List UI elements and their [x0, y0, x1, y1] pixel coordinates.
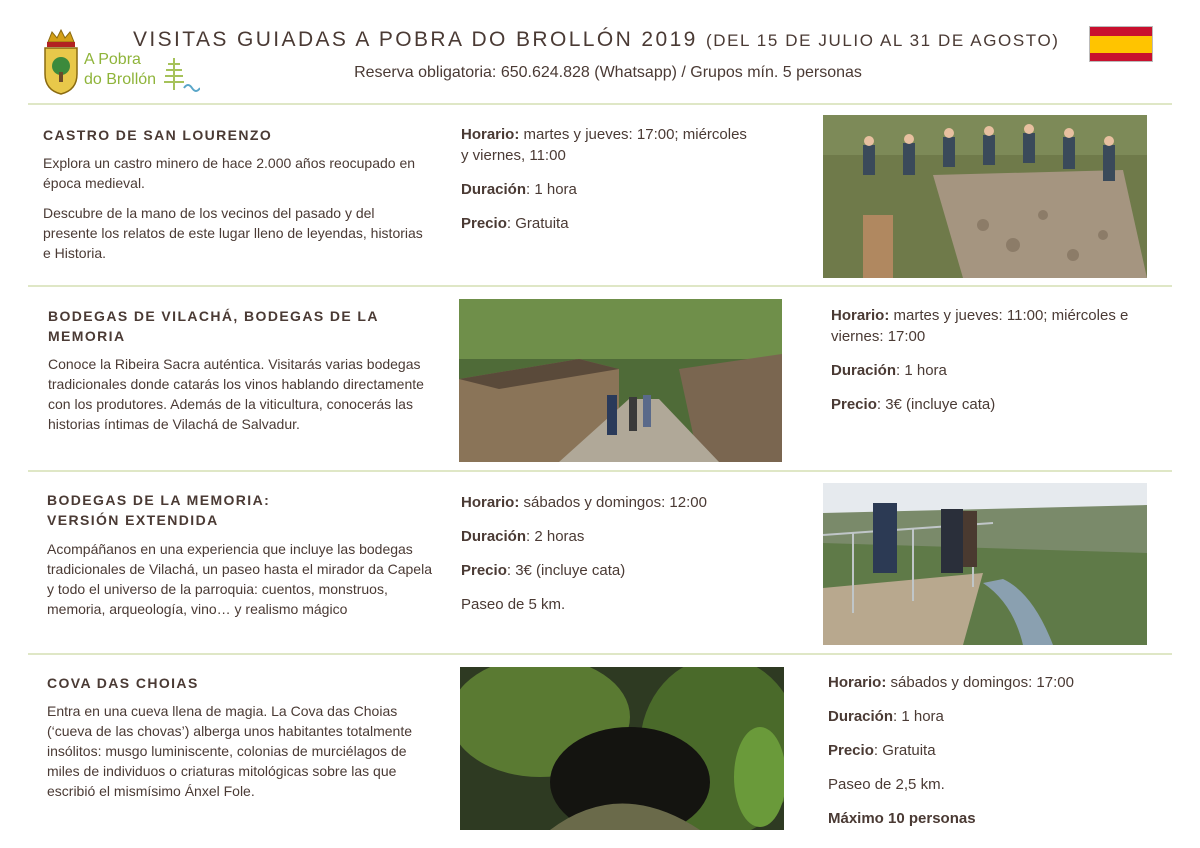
- price-value: : Gratuita: [873, 742, 936, 759]
- description-paragraph: Acompáñanos en una experiencia que incluye las bodegas tradicionales de Vilachá, un paseo hasta el mirador da Capela y todo el universo de la parroquia: cuentos, monstruos, memoria, arqueología, vino… y realismo mágico: [47, 541, 432, 617]
- duration-value: : 2 horas: [526, 528, 585, 545]
- page-title: [133, 28, 1060, 52]
- vilacha-photo: [459, 299, 782, 462]
- schedule-label: Horario:: [461, 126, 520, 143]
- duration-value: : 1 hora: [896, 362, 947, 379]
- price-value: : 3€ (incluye cata): [506, 562, 626, 579]
- divider: [28, 470, 1172, 472]
- duration-label: Duración: [461, 181, 527, 198]
- section-description: [48, 354, 433, 444]
- price-label: Precio: [828, 742, 874, 759]
- divider: [28, 285, 1172, 287]
- duration-line: [461, 179, 751, 200]
- schedule-line: [461, 492, 761, 513]
- duration-label: Duración: [831, 362, 897, 379]
- price-label: Precio: [461, 215, 507, 232]
- schedule-value: sábados y domingos: 17:00: [886, 674, 1074, 691]
- visit-info: [461, 492, 761, 628]
- schedule-line: [828, 672, 1138, 693]
- duration-line: [461, 526, 761, 547]
- description-paragraph: Entra en una cueva llena de magia. La Cova das Choias (‘cueva de las chovas’) alberga unos habitantes totalmente insólitos: musgo luminiscente, colonias de murciélagos de miles de individuos o criaturas mitológicas sobre las que escribió el mismísimo Ánxel Fole.: [47, 703, 412, 799]
- title-dates: (DEL 15 DE JULIO AL 31 DE AGOSTO): [705, 31, 1060, 50]
- price-line: [831, 394, 1131, 415]
- duration-value: : 1 hora: [526, 181, 577, 198]
- section-description: [47, 701, 437, 811]
- section-title: BODEGAS DE VILACHÁ, BODEGAS DE LA MEMORIA: [48, 308, 379, 344]
- section-title: [47, 490, 270, 530]
- section-title-line: BODEGAS DE LA MEMORIA:: [47, 492, 271, 508]
- spain-flag-icon[interactable]: [1089, 26, 1153, 62]
- divider: [28, 653, 1172, 655]
- cave-photo: [460, 667, 784, 830]
- title-main: VISITAS GUIADAS A POBRA DO BROLLÓN 2019: [133, 28, 698, 51]
- price-value: : 3€ (incluye cata): [876, 396, 996, 413]
- price-label: Precio: [831, 396, 877, 413]
- description-paragraph: Explora un castro minero de hace 2.000 años reocupado en época medieval.: [43, 155, 416, 191]
- section-title: COVA DAS CHOIAS: [47, 675, 199, 691]
- section-description: [43, 153, 423, 273]
- section-title: CASTRO DE SAN LOURENZO: [43, 127, 273, 143]
- schedule-label: Horario:: [831, 307, 890, 324]
- section-title-line: VERSIÓN EXTENDIDA: [47, 512, 219, 528]
- visit-info: [831, 305, 1131, 428]
- duration-value: : 1 hora: [893, 708, 944, 725]
- walk-distance: Paseo de 2,5 km.: [828, 776, 945, 793]
- schedule-label: Horario:: [461, 494, 520, 511]
- description-paragraph: Descubre de la mano de los vecinos del pasado y del presente los relatos de este lugar lleno de leyendas, historias e Historia.: [43, 205, 423, 261]
- price-line: [461, 213, 751, 234]
- divider: [28, 103, 1172, 105]
- reservation-subtitle: Reserva obligatoria: 650.624.828 (Whatsapp) / Grupos mín. 5 personas: [354, 64, 862, 81]
- section-description: [47, 539, 442, 629]
- price-line: [828, 740, 1138, 761]
- price-value: : Gratuita: [506, 215, 569, 232]
- duration-line: [831, 360, 1131, 381]
- schedule-value: martes y jueves: 17:00; miércoles y viernes, 11:00: [461, 126, 747, 164]
- duration-label: Duración: [461, 528, 527, 545]
- price-label: Precio: [461, 562, 507, 579]
- logo-line-2: do Brollón: [84, 71, 157, 88]
- schedule-value: martes y jueves: 11:00; miércoles e viernes: 17:00: [831, 307, 1129, 345]
- visit-info: [828, 672, 1138, 842]
- castro-photo: [823, 115, 1147, 278]
- description-paragraph: Conoce la Ribeira Sacra auténtica. Visitarás varias bodegas tradicionales donde catarás los vinos hablando directamente con los produtores. Además de la viticultura, conocerás las historias íntimas de Vilachá de Salvadur.: [48, 356, 424, 432]
- coat-of-arms-icon: [42, 28, 80, 96]
- duration-line: [828, 706, 1138, 727]
- logo-line-1: A Pobra: [84, 51, 141, 68]
- max-people: [828, 808, 1138, 829]
- schedule-line: [831, 305, 1131, 347]
- mirador-photo: [823, 483, 1147, 645]
- schedule-line: [461, 124, 751, 166]
- price-line: [461, 560, 761, 581]
- max-people-value: Máximo 10 personas: [828, 810, 976, 827]
- schedule-value: sábados y domingos: 12:00: [519, 494, 707, 511]
- visit-info: [461, 124, 751, 247]
- duration-label: Duración: [828, 708, 894, 725]
- schedule-label: Horario:: [828, 674, 887, 691]
- walk-distance: Paseo de 5 km.: [461, 596, 566, 613]
